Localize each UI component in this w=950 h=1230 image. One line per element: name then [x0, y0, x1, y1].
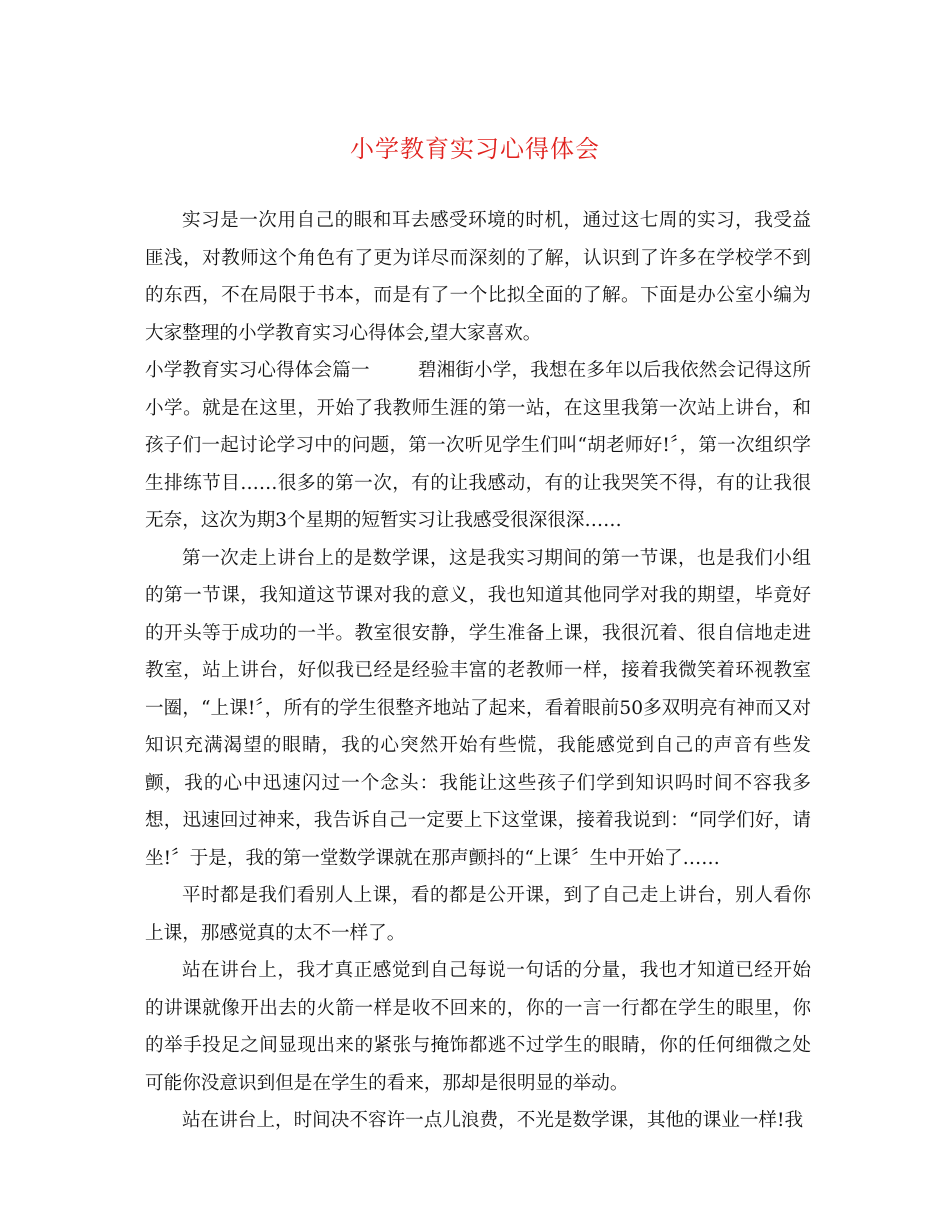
- document-body: [145, 202, 811, 1140]
- document-title: 小学教育实习心得体会: [350, 135, 600, 163]
- section-heading: 小学教育实习心得体会篇一: [145, 360, 370, 381]
- body-paragraph-4: 站在讲台上，时间决不容许一点儿浪费，不光是数学课，其他的课业一样!我: [182, 1110, 804, 1131]
- body-paragraph-1: 第一次走上讲台上的是数学课，这是我实习期间的第一节课，也是我们小组的第一节课，我知道这节课对我的意义，我也知道其他同学对我的期望，毕竟好的开头等于成功的一半。教室很安静，学生准备上课，我很沉着、很自信地走进教室，站上讲台，好似我已经是经验丰富的老教师一样，接着我微笑着环视教室一圈，“上课!〞，所有的学生很整齐地站了起来，看着眼前50多双明亮有神而又对知识充满渴望的眼睛，我的心突然开始有些慌，我能感觉到自己的声音有些发颤，我的心中迅速闪过一个念头：我能让这些孩子们学到知识吗时间不容我多想，迅速回过神来，我告诉自己一定要上下这堂课，接着我说到：“同学们好，请坐!〞于是，我的第一堂数学课就在那声颤抖的“上课〞生中开始了……: [145, 547, 811, 869]
- section-first-text: 碧湘街小学，我想在多年以后我依然会记得这所小学。就是在这里，开始了我教师生涯的第一站，在这里我第一次站上讲台，和孩子们一起讨论学习中的问题，第一次听见学生们叫“胡老师好!〞，第一次组织学生排练节目……很多的第一次，有的让我感动，有的让我哭笑不得，有的让我很无奈，这次为期3个星期的短暂实习让我感受很深很深……: [145, 360, 811, 531]
- section-paragraph: [145, 352, 811, 540]
- intro-paragraph: 实习是一次用自己的眼和耳去感受环境的时机，通过这七周的实习，我受益匪浅，对教师这个角色有了更为详尽而深刻的了解，认识到了许多在学校学不到的东西，不在局限于书本，而是有了一个比拟全面的了解。下面是办公室小编为大家整理的小学教育实习心得体会,望大家喜欢。: [145, 210, 811, 344]
- body-paragraph-2: 平时都是我们看别人上课，看的都是公开课，到了自己走上讲台，别人看你上课，那感觉真的太不一样了。: [145, 885, 811, 944]
- body-paragraph-3: 站在讲台上，我才真正感觉到自己每说一句话的分量，我也才知道已经开始的讲课就像开出去的火箭一样是收不回来的，你的一言一行都在学生的眼里，你的举手投足之间显现出来的紧张与掩饰都逃不过学生的眼睛，你的任何细微之处可能你没意识到但是在学生的看来，那却是很明显的举动。: [145, 960, 811, 1094]
